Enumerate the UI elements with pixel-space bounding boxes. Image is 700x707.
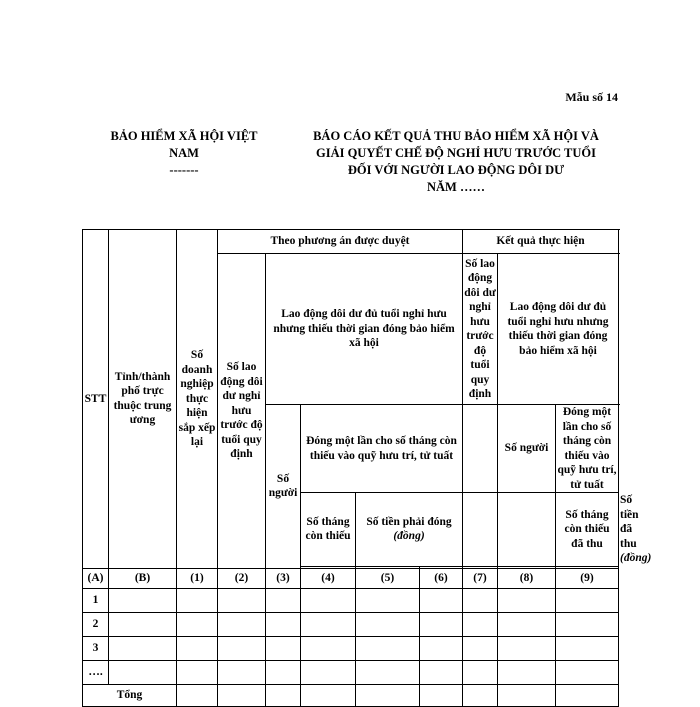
total-label: Tổng	[83, 684, 177, 706]
table-row	[83, 588, 619, 612]
header-blank-6b	[463, 493, 498, 567]
row-number: 3	[83, 636, 109, 660]
form-number: Mẫu số 14	[565, 90, 618, 104]
header-group-result: Kết quả thực hiện	[463, 230, 619, 254]
code-4: (4)	[301, 568, 356, 588]
title-line2: GIẢI QUYẾT CHẾ ĐỘ NGHỈ HƯU TRƯỚC TUỔI	[315, 146, 597, 160]
code-A: (A)	[83, 568, 109, 588]
header-early-retire-result: Số lao động dôi dư nghỉ hưu trước độ tuổi quy định	[463, 254, 498, 405]
title-line4: NĂM ……	[427, 180, 485, 194]
total-row	[83, 684, 619, 706]
row-number: ….	[83, 660, 109, 684]
title-line1: BÁO CÁO KẾT QUẢ THU BẢO HIỂM XÃ HỘI VÀ	[313, 129, 599, 143]
header-people-approved: Số người	[266, 405, 301, 569]
title-line3: ĐỐI VỚI NGƯỜI LAO ĐỘNG DÔI DƯ	[347, 163, 565, 177]
code-2: (2)	[218, 568, 266, 588]
code-6: (6)	[420, 568, 463, 588]
agency-name-line1: BẢO HIỂM XÃ HỘI VIỆT	[110, 129, 258, 143]
header-stt: STT	[83, 230, 109, 569]
report-title	[288, 128, 624, 196]
code-1: (1)	[177, 568, 218, 588]
table-row	[83, 636, 619, 660]
header-enterprises: Số doanh nghiệp thực hiện sắp xếp lại	[177, 230, 218, 569]
header-amount-paid-label: Số tiền đã thu	[620, 494, 639, 550]
header-amount-due	[356, 493, 463, 567]
header-blank-7	[498, 493, 556, 567]
header-province: Tỉnh/thành phố trực thuộc trung ương	[109, 230, 177, 569]
header-amount-due-label: Số tiền phải đóng	[366, 515, 452, 528]
header-group-approved: Theo phương án được duyệt	[218, 230, 463, 254]
header-months-missing: Số tháng còn thiếu	[301, 493, 356, 567]
header-lump-sum-approved: Đóng một lần cho số tháng còn thiếu vào quỹ hưu trí, tử tuất	[301, 405, 463, 493]
code-9: (9)	[556, 568, 619, 588]
row-number: 2	[83, 612, 109, 636]
header-lump-sum-result: Đóng một lần cho số tháng còn thiếu vào quỹ hưu trí, tử tuất	[557, 406, 617, 491]
report-table	[82, 229, 652, 707]
agency-separator: -------	[169, 163, 199, 177]
code-7: (7)	[463, 568, 498, 588]
header-people-result: Số người	[498, 405, 556, 493]
header-missing-group-result: Lao động dôi dư đủ tuổi nghỉ hưu nhưng thiếu thời gian đóng bảo hiểm xã hội	[498, 254, 619, 405]
code-B: (B)	[109, 568, 177, 588]
code-5: (5)	[356, 568, 420, 588]
header-months-paid: Số tháng còn thiếu đã thu	[556, 493, 619, 567]
row-number: 1	[83, 588, 109, 612]
table-row	[83, 660, 619, 684]
header-missing-group-approved: Lao động dôi dư đủ tuổi nghỉ hưu nhưng thiếu thời gian đóng bảo hiểm xã hội	[266, 254, 463, 405]
header-early-retire-approved: Số lao động dôi dư nghỉ hưu trước độ tuổi quy định	[218, 254, 266, 569]
code-3: (3)	[266, 568, 301, 588]
header-blank-6	[463, 405, 498, 493]
agency-name-line2: NAM	[169, 146, 199, 160]
header-amount-due-unit: (đồng)	[393, 530, 425, 543]
code-8: (8)	[498, 568, 556, 588]
table-row	[83, 612, 619, 636]
header-amount-paid-unit: (đồng)	[620, 552, 652, 564]
agency-header	[96, 128, 272, 179]
column-code-row	[83, 568, 619, 588]
